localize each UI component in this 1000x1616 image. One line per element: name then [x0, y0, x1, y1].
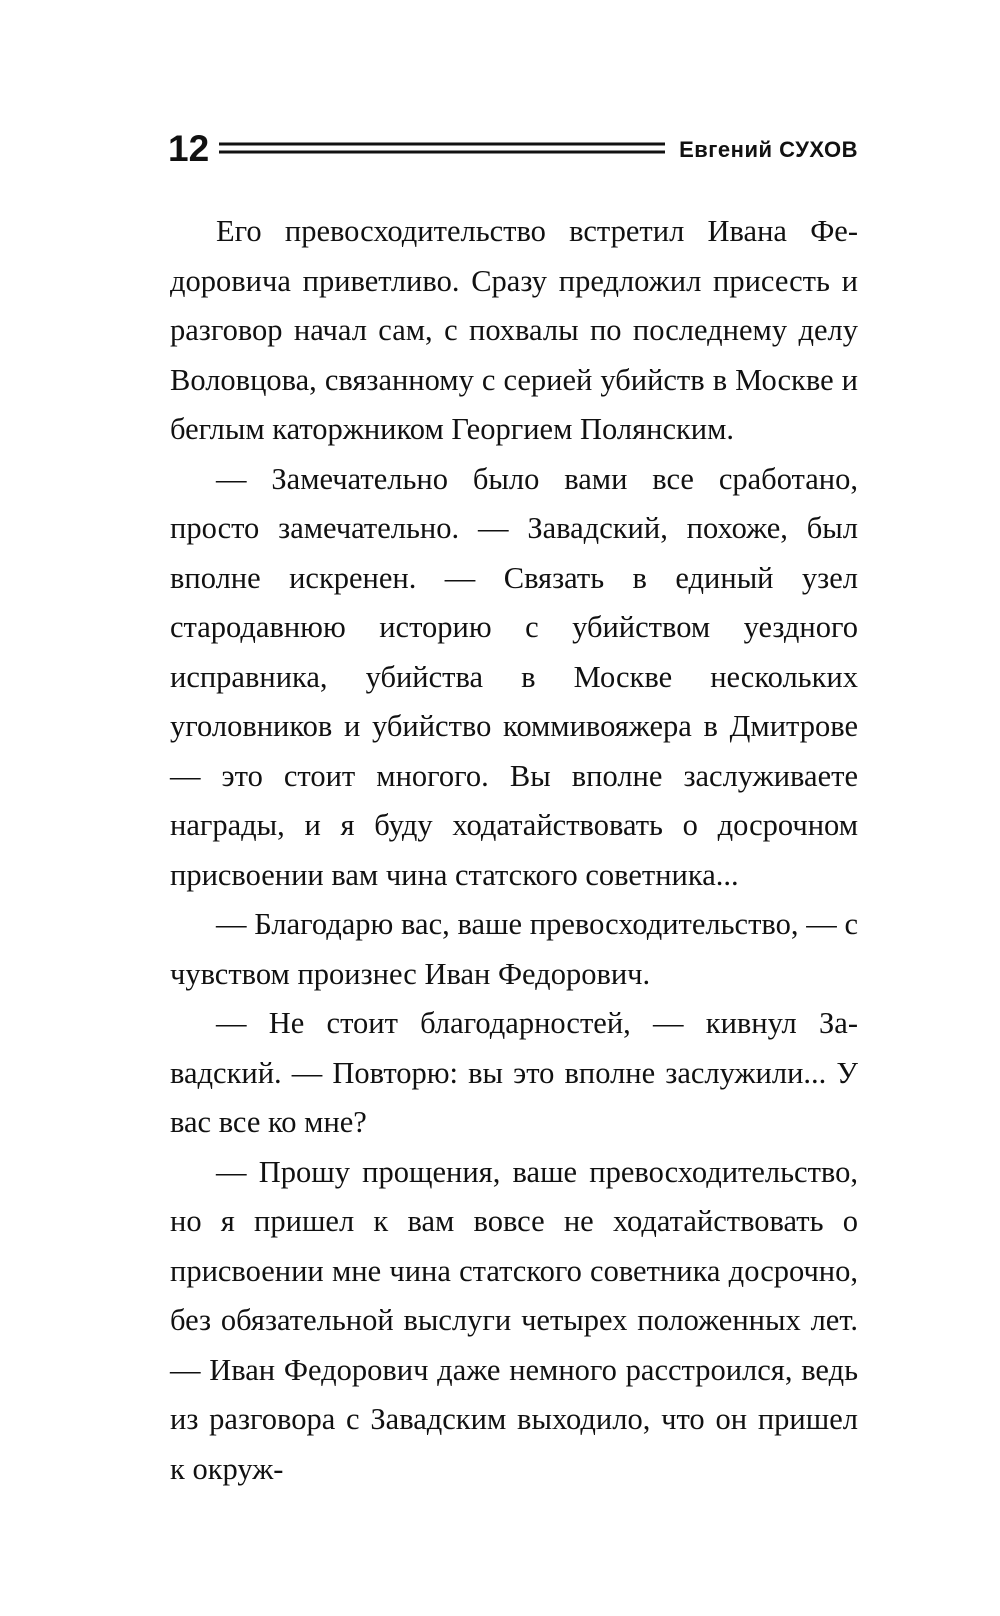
header-rule-group: [219, 143, 665, 154]
paragraph: — Замечательно было вами все сработано, просто замечательно. — Завадский, похоже, был вполне искренен. — Связать в единый узел стародавнюю историю с убийством уездного исправника, убийства в Москве нескольких уголовников и убийство коммивояжера в Дмитрове — это стоит многого. Вы вполне заслуживаете награды, и я буду ходатайствовать о досрочном присвоении вам чина статского советника...: [170, 461, 858, 892]
paragraph: — Прошу прощения, ваше превосходительство, но я пришел к вам вовсе не ходатайствовать о присвоении мне чина статского советника досрочно, без обязательной выслуги четырех положенных лет. — Иван Федорович даже немного расстроился, ведь из разговора с Завадским выходило, что он пришел к окруж-: [170, 1154, 858, 1486]
header-rule-top: [219, 143, 665, 146]
author-name: Евгений СУХОВ: [665, 137, 858, 163]
paragraph: Его превосходительство встретил Ивана Федоровича приветливо. Сразу предложил присесть и разговор начал сам, с похвалы по последнему делу Воловцова, связанному с серией убийств в Москве и беглым каторжником Георгием Полянским.: [170, 214, 858, 446]
header-rule-bottom: [219, 151, 665, 154]
page-number: 12: [168, 127, 210, 169]
paragraph: — Не стоит благодарностей, — кивнул Завадский. — Повторю: вы это вполне заслужили... У вас все ко мне?: [170, 1006, 858, 1139]
paragraph: — Благодарю вас, ваше превосходительство, — с чувством произнес Иван Федорович.: [170, 907, 858, 991]
header-rules: [219, 131, 665, 165]
running-head: [168, 118, 858, 178]
page-body: [170, 207, 858, 1494]
